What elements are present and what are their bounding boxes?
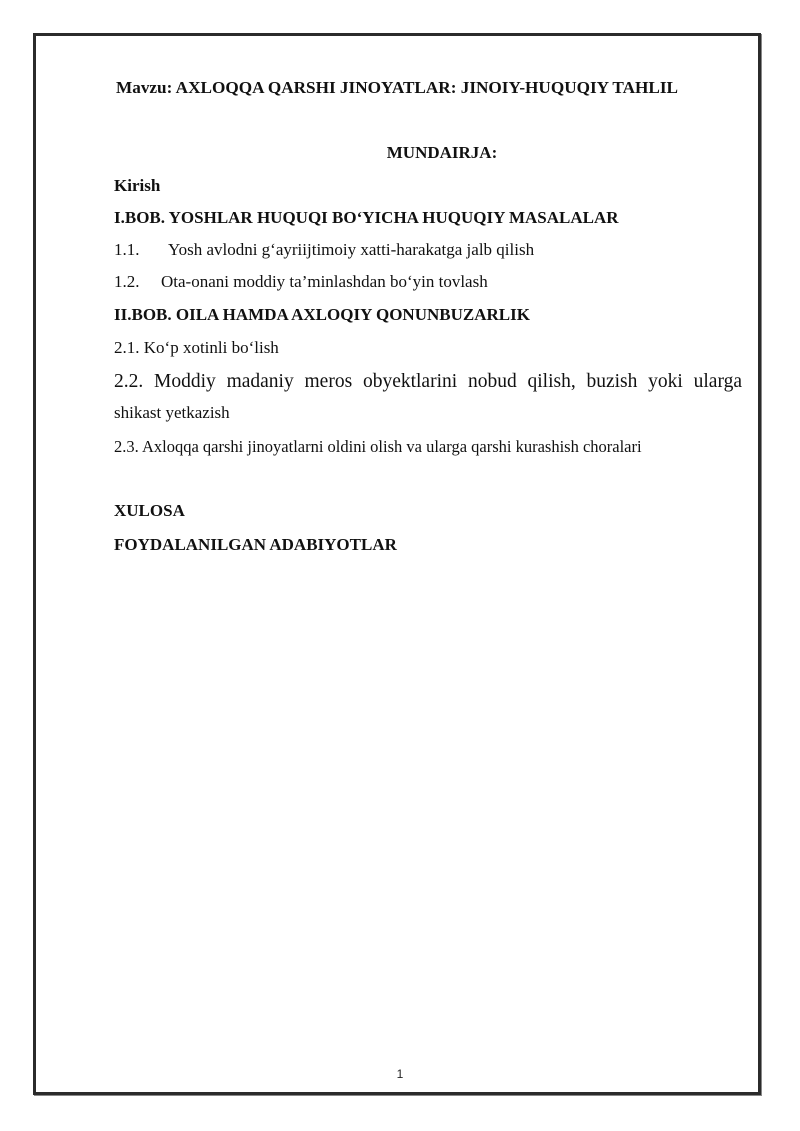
toc-item-1-1-number: 1.1. [114,240,140,259]
toc-item-2-3: 2.3. Axloqqa qarshi jinoyatlarni oldini olish va ularga qarshi kurashish choralari [114,437,642,456]
document-title: Mavzu: AXLOQQA QARSHI JINOYATLAR: JINOIY-HUQUQIY TAHLIL [116,78,679,97]
toc-heading: MUNDAIRJA: [386,143,498,162]
page-number: 1 [396,1067,404,1081]
toc-item-conclusion: XULOSA [114,501,185,520]
toc-item-1-1 [114,240,534,260]
toc-item-2-2-line-1: 2.2. Moddiy madaniy meros obyektlarini nobud qilish, buzish yoki ularga [114,371,742,392]
toc-item-1-1-text: Yosh avlodni g‘ayriijtimoiy xatti-harakatga jalb qilish [168,240,535,259]
toc-item-2-1: 2.1. Ko‘p xotinli bo‘lish [114,338,279,357]
toc-item-1-2-number: 1.2. [114,272,140,291]
toc-item-chapter-2: II.BOB. OILA HAMDA AXLOQIY QONUNBUZARLIK [114,305,530,324]
toc-item-references: FOYDALANILGAN ADABIYOTLAR [114,535,397,554]
toc-item-1-2 [114,272,488,292]
toc-item-2-2-line-2: shikast yetkazish [114,403,230,422]
toc-item-intro: Kirish [114,176,161,195]
toc-item-chapter-1: I.BOB. YOSHLAR HUQUQI BO‘YICHA HUQUQIY MASALALAR [114,208,619,227]
toc-item-1-2-text: Ota-onani moddiy ta’minlashdan bo‘yin tovlash [161,272,488,291]
